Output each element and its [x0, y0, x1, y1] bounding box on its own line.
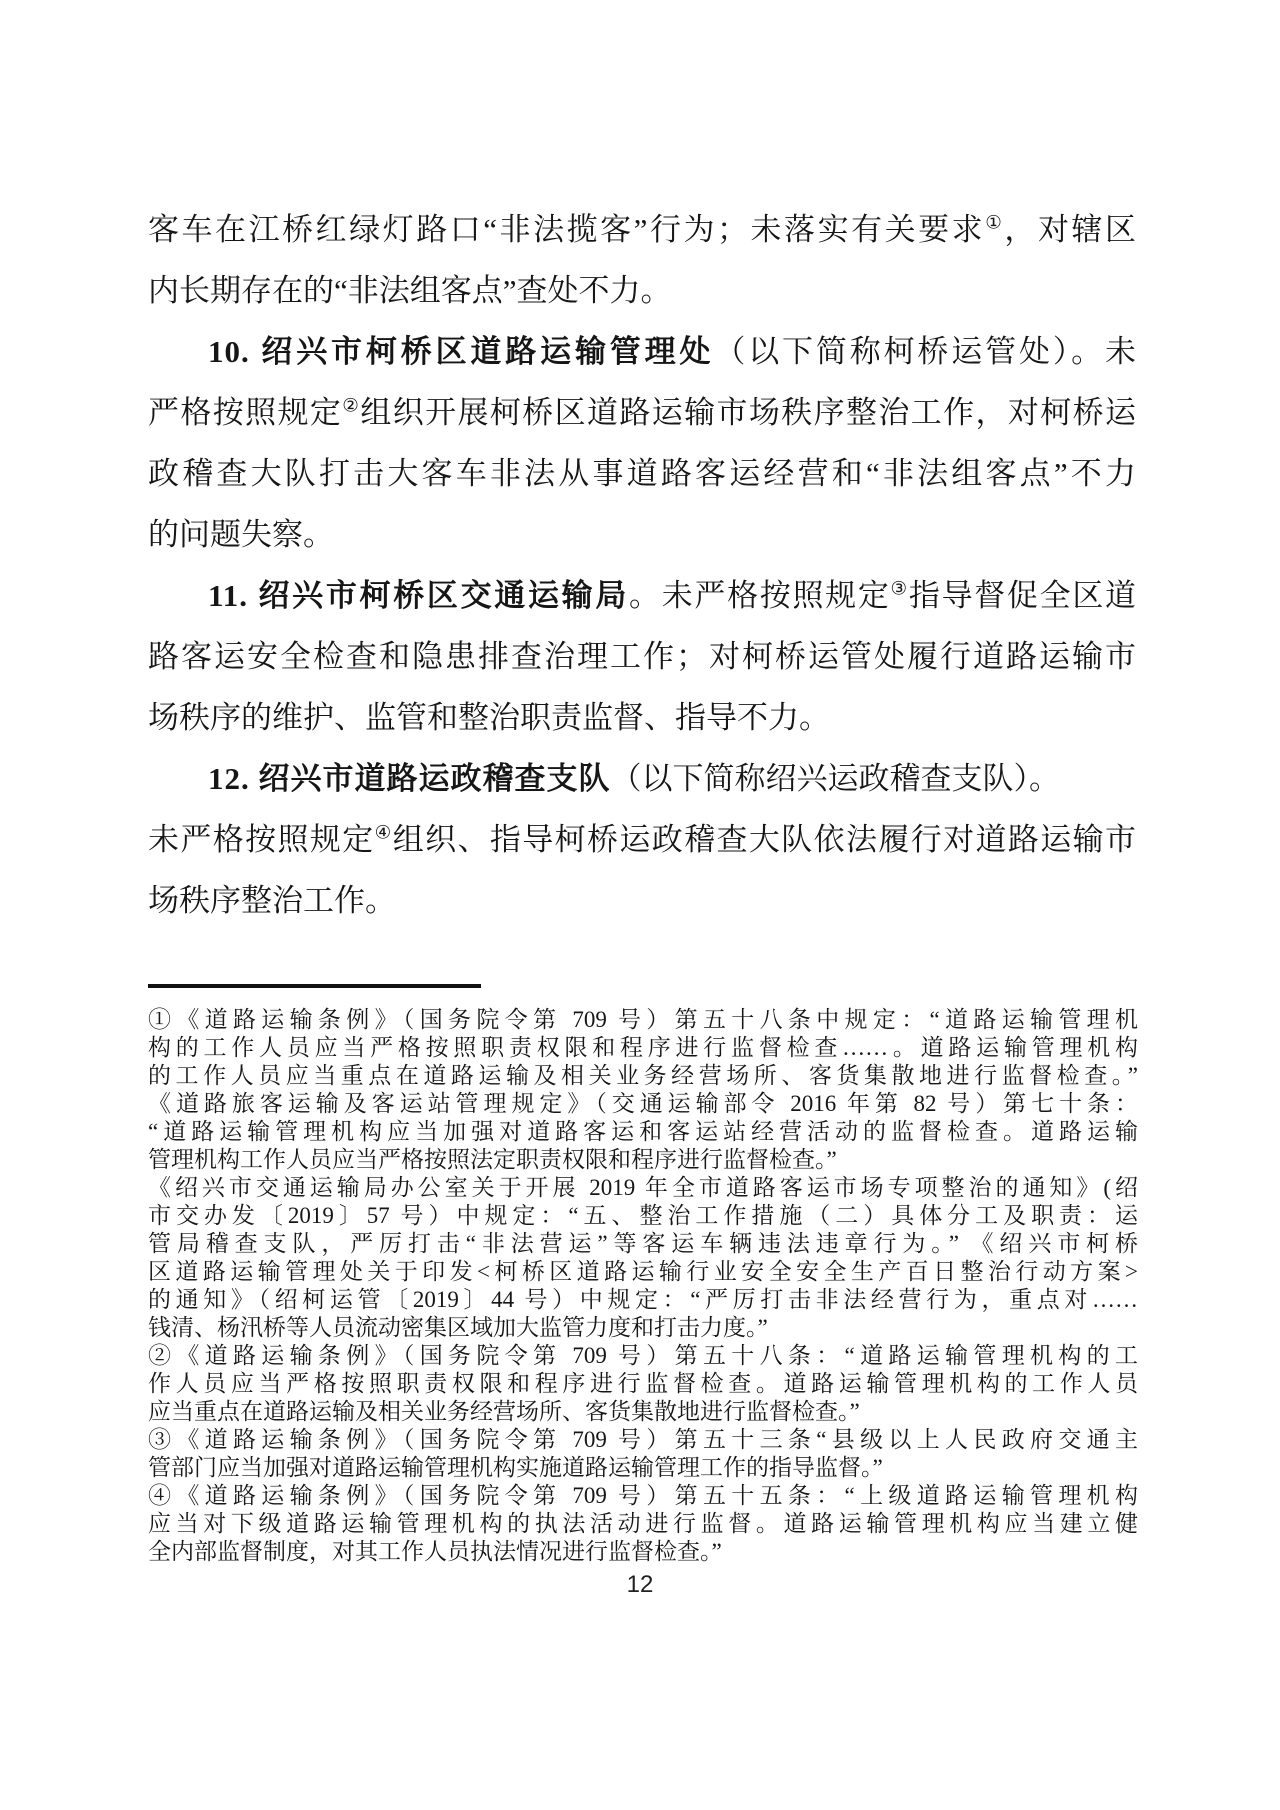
body-line-text: 未严格按照规定	[148, 822, 375, 857]
body-line-heading-12	[148, 748, 1136, 809]
footnote-line: 管部门应当加强对道路运输管理机构实施道路运输管理工作的指导监督。”	[148, 1455, 883, 1480]
body-line-text: 场秩序整治工作。	[148, 883, 396, 918]
footnote-line: ①《道路运输条例》（国务院令第 709 号）第五十八条中规定：“道路运输管理机	[148, 1007, 1138, 1032]
section-heading: 11. 绍兴市柯桥区交通运输局	[208, 578, 630, 613]
body-line	[148, 626, 1136, 687]
footnote-ref-4: ④	[374, 822, 393, 844]
body-line-text: 。未严格按照规定	[629, 578, 891, 613]
footnote-ref-2: ②	[342, 395, 361, 417]
body-line	[148, 443, 1136, 504]
footnote-line: 《绍兴市交通运输局办公室关于开展 2019 年全市道路客运市场专项整治的通知》(绍	[148, 1175, 1138, 1200]
body-line-text: 客车在江桥红绿灯路口“非法揽客”行为；未落实有关要求	[148, 212, 986, 247]
body-line-text: 路客运安全检查和隐患排查治理工作；对柯桥运管处履行道路运输市	[148, 639, 1136, 674]
body-line	[148, 260, 1136, 321]
body-line	[148, 504, 1136, 565]
body-line	[148, 870, 1136, 931]
footnote-line: “道路运输管理机构应当加强对道路客运和客运站经营活动的监督检查。道路运输	[148, 1119, 1138, 1144]
body-line-text: ，对辖区	[1004, 212, 1137, 247]
body-line	[148, 809, 1136, 870]
body-line-text: （以下简称柯桥运管处）。未	[714, 334, 1137, 369]
footnote-ref-1: ①	[985, 212, 1005, 234]
footnote-line: 市交办发〔2019〕57 号）中规定：“五、整治工作措施（二）具体分工及职责：运	[148, 1203, 1138, 1228]
body-line	[148, 199, 1136, 260]
body-line-text: 政稽查大队打击大客车非法从事道路客运经营和“非法组客点”不力	[148, 456, 1136, 491]
body-line-text: 指导督促全区道	[908, 578, 1137, 613]
footnote-line: 应当对下级道路运输管理机构的执法活动进行监督。道路运输管理机构应当建立健	[148, 1511, 1138, 1536]
footnote-line: 应当重点在道路运输及相关业务经营场所、客货集散地进行监督检查。”	[148, 1399, 860, 1424]
footnote-line: 管局稽查支队，严厉打击“非法营运”等客运车辆违法违章行为。” 《绍兴市柯桥	[148, 1231, 1138, 1256]
footnote-line: ④《道路运输条例》（国务院令第 709 号）第五十五条：“上级道路运输管理机构	[148, 1483, 1138, 1508]
section-heading: 10. 绍兴市柯桥区道路运输管理处	[208, 334, 715, 369]
body-line-text: 的问题失察。	[148, 517, 334, 552]
body-line-text: 组织、指导柯桥运政稽查大队依法履行对道路运输市	[392, 822, 1137, 857]
footnote-line: 《道路旅客运输及客运站管理规定》（交通运输部令 2016 年第 82 号）第七十条：	[148, 1091, 1139, 1116]
body-text	[148, 199, 1136, 931]
body-line	[148, 687, 1136, 748]
footnote-line: 全内部监督制度，对其工作人员执法情况进行监督检查。”	[148, 1539, 722, 1564]
body-line-text: （以下简称绍兴运政稽查支队）。	[610, 761, 1060, 796]
footnote-ref-3: ③	[890, 578, 909, 600]
footnotes	[148, 1006, 1138, 1566]
footnote-line: 的工作人员应当重点在道路运输及相关业务经营场所、客货集散地进行监督检查。”	[148, 1063, 1138, 1088]
footnote-line: ②《道路运输条例》（国务院令第 709 号）第五十八条：“道路运输管理机构的工	[148, 1343, 1138, 1368]
footnote-line: 构的工作人员应当严格按照职责权限和程序进行监督检查……。道路运输管理机构	[148, 1035, 1138, 1060]
footnote-separator	[148, 984, 481, 988]
footnote-line: 的通知》（绍柯运管〔2019〕44 号）中规定：“严厉打击非法经营行为，重点对……	[148, 1287, 1138, 1312]
page-number: 12	[626, 1571, 654, 1598]
footnote-line: 作人员应当严格按照职责权限和程序进行监督检查。道路运输管理机构的工作人员	[148, 1371, 1138, 1396]
body-line-text: 场秩序的维护、监管和整治职责监督、指导不力。	[148, 700, 830, 735]
body-line-heading-10	[148, 321, 1136, 382]
footnote-line: ③《道路运输条例》（国务院令第 709 号）第五十三条“县级以上人民政府交通主	[148, 1427, 1138, 1452]
footnote-line: 区道路运输管理处关于印发<柯桥区道路运输行业安全安全生产百日整治行动方案>	[148, 1259, 1138, 1284]
footnote-line: 钱清、杨汛桥等人员流动密集区域加大监管力度和打击力度。”	[148, 1315, 768, 1340]
footnote-line: 管理机构工作人员应当严格按照法定职责权限和程序进行监督检查。”	[148, 1147, 837, 1172]
body-line-text: 严格按照规定	[148, 395, 343, 430]
section-heading: 12. 绍兴市道路运政稽查支队	[208, 761, 611, 796]
body-line-text: 组织开展柯桥区道路运输市场秩序整治工作，对柯桥运	[360, 395, 1136, 430]
body-line-text: 内长期存在的“非法组客点”查处不力。	[148, 273, 672, 308]
body-line-heading-11	[148, 565, 1136, 626]
body-line	[148, 382, 1136, 443]
